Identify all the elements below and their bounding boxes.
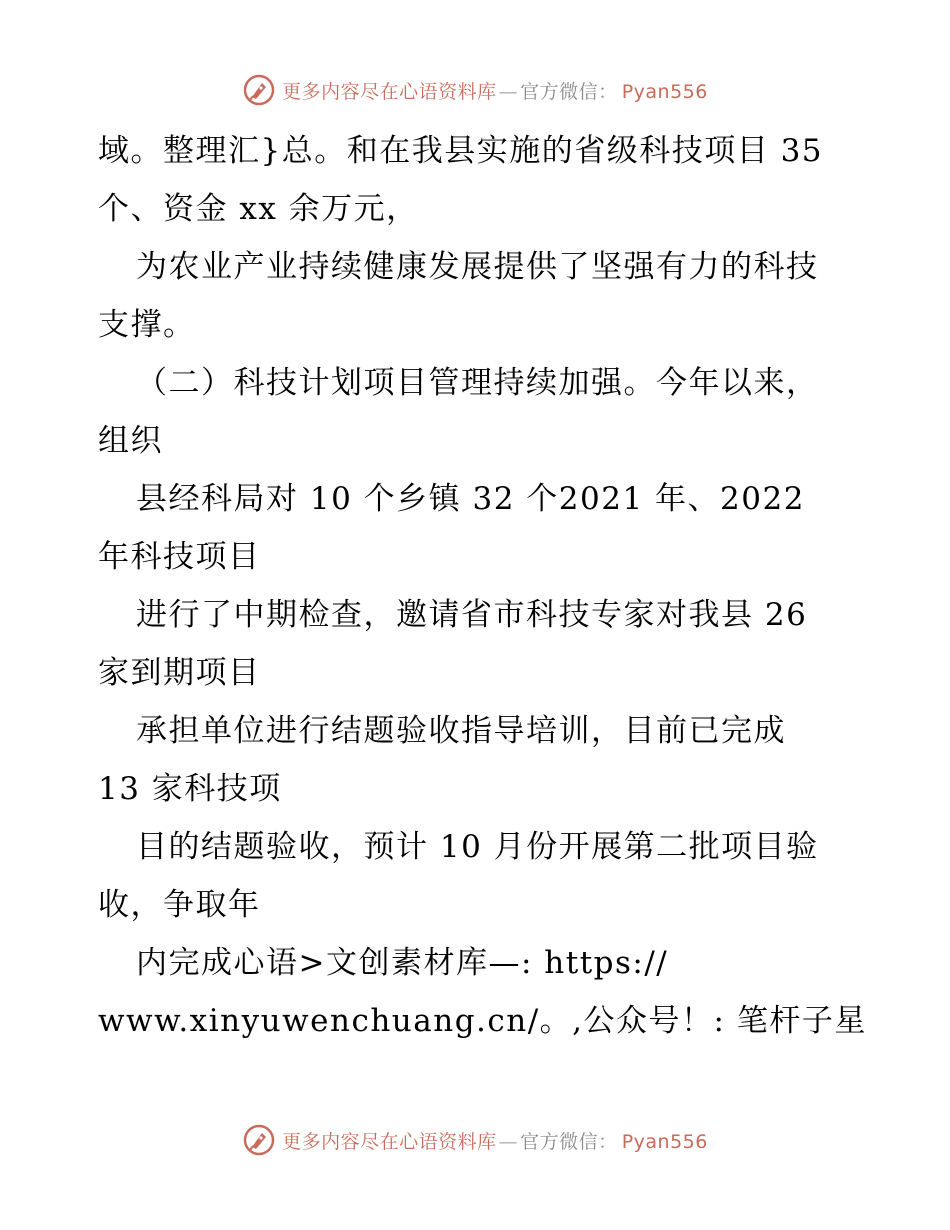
fountain-pen-logo-icon [242, 1123, 276, 1157]
text-line: 目的结题验收，预计 10 月份开展第二批项目验 [136, 829, 819, 865]
footer-watermark [0, 1120, 950, 1160]
text-line: 为农业产业持续健康发展提供了坚强有力的科技 [136, 249, 819, 285]
fountain-pen-logo-icon [242, 73, 276, 107]
text-line: 个、资金 xx 余万元， [98, 191, 419, 227]
text-line: 承担单位进行结题验收指导培训，目前已完成 [136, 713, 786, 749]
text-line: www.xinyuwenchuang.cn/。,公众号！: 笔杆子星 [98, 1003, 867, 1039]
text-line: 县经科局对 10 个乡镇 32 个2021 年、2022 [136, 481, 805, 517]
text-line: 家到期项目 [98, 655, 261, 691]
text-line: （二）科技计划项目管理持续加强。今年以来， [136, 365, 819, 401]
text-line: 年科技项目 [98, 539, 261, 575]
watermark-text: 更多内容尽在心语资料库 — 官方微信： Pyan556 [282, 1130, 708, 1153]
text-line: 支撑。 [98, 307, 196, 343]
text-line: 收，争取年 [98, 887, 261, 923]
text-line: 13 家科技项 [98, 771, 282, 807]
watermark-text: 更多内容尽在心语资料库 — 官方微信： Pyan556 [282, 80, 708, 103]
text-line: 内完成心语>文创素材库—: https:// [136, 945, 669, 981]
text-line: 域。整理汇}总。和在我县实施的省级科技项目 35 [98, 133, 824, 169]
document-body [98, 122, 888, 1050]
text-line: 组织 [98, 423, 163, 459]
header-watermark [0, 70, 950, 110]
text-line: 进行了中期检查，邀请省市科技专家对我县 26 [136, 597, 808, 633]
